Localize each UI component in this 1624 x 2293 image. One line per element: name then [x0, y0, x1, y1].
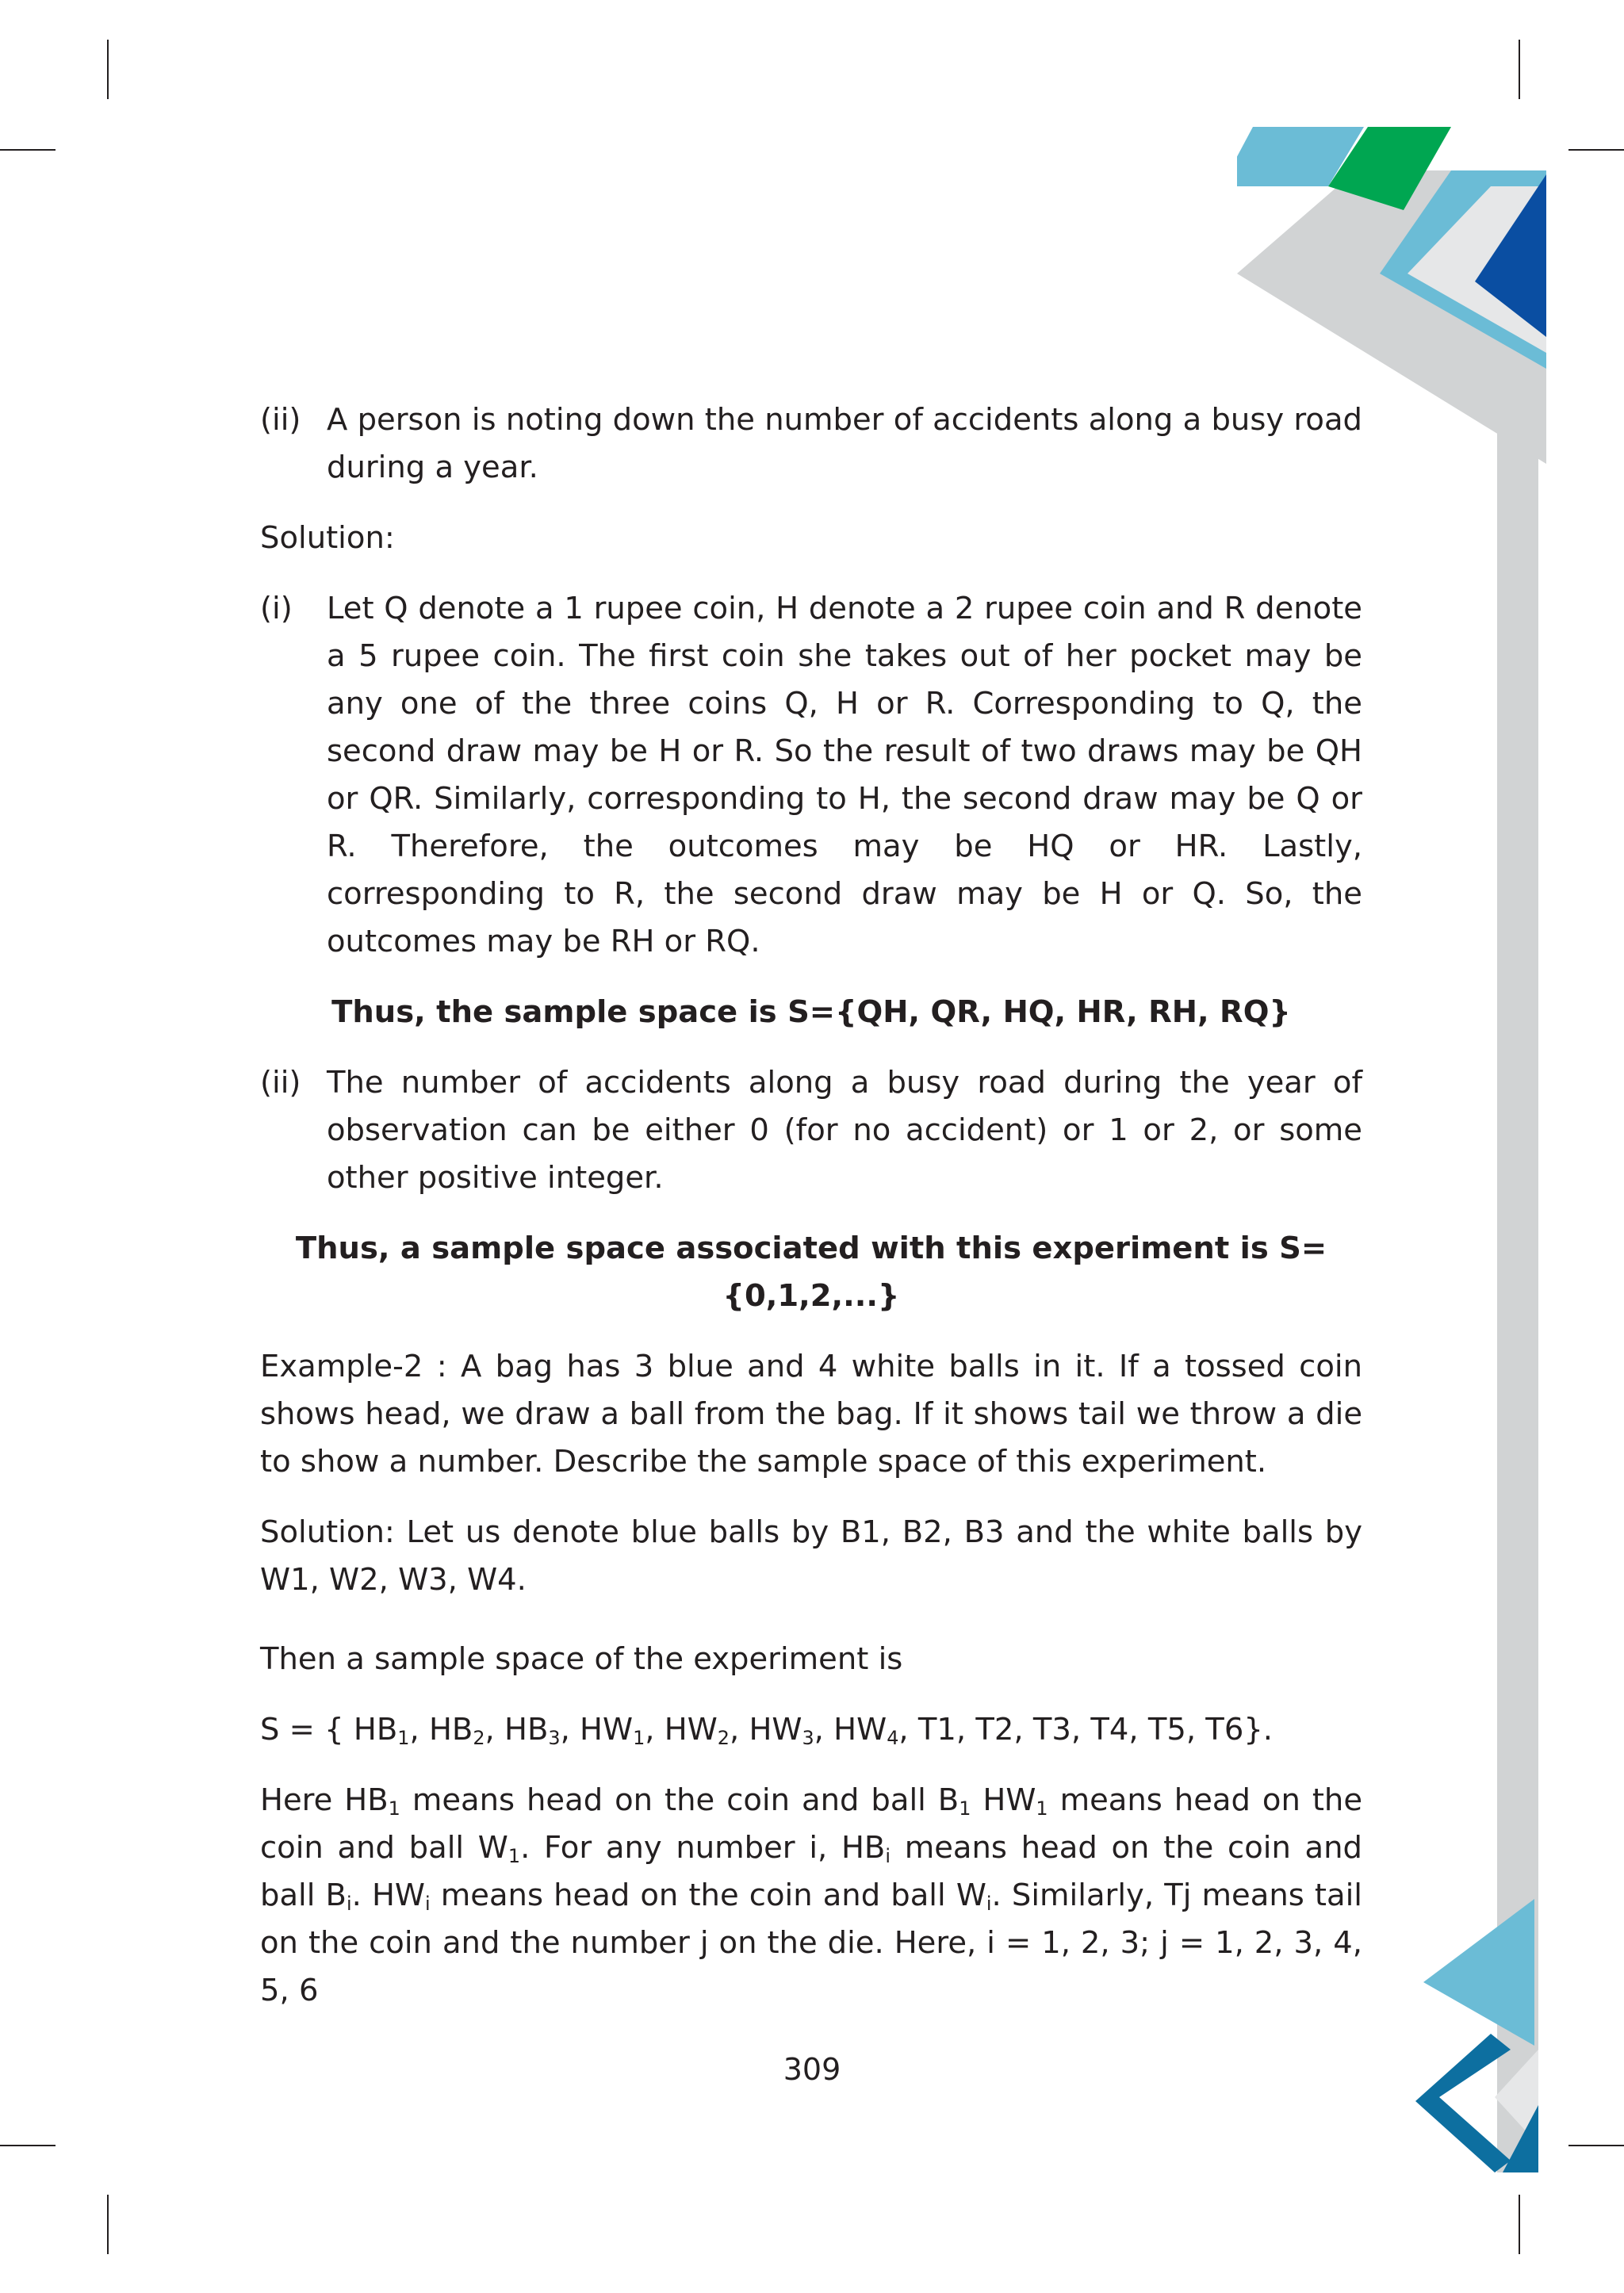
item-text: The number of accidents along a busy road during the year of observation can be either 0 (for no accident) or 1 or 2, or some other positive integer. [327, 1065, 1362, 1196]
set-element: $HW_1$ [580, 1712, 645, 1749]
solution-ii [260, 1059, 1362, 1202]
solution-i [260, 585, 1362, 966]
explanation-paragraph: Here $HB_1$ means head on the coin and ball $B_1$ $HW_1$ means head on the coin and ball $W_1$. For any number i, $HB_i$ means head on the coin and ball $B_i$. $HW_i$ means head on the coin and ball $W_i$. Similarly, Tj means tail on the coin and the number j on the die. Here, i = 1, 2, 3; j = 1, 2, 3, 4, 5, 6 [260, 1782, 1363, 2008]
item-number: (i) [260, 591, 293, 626]
set-tail: T1, T2, T3, T4, T5, T6}. [917, 1712, 1274, 1748]
crop-mark [1568, 2145, 1624, 2146]
set-prefix: S = { [260, 1712, 354, 1748]
item-text: Let Q denote a 1 rupee coin, H denote a 2 rupee coin and R denote a 5 rupee coin. The first coin she takes out of her pocket may be any one of the three coins Q, H or R. Corresponding to Q, the second draw may be H or R. So the result of two draws may be QH or QR. Similarly, corresponding to H, the second draw may be Q or R. Therefore, the outcomes may be HQ or HR. Lastly, corresponding to R, the second draw may be H or Q. So, the outcomes may be RH or RQ. [327, 591, 1362, 959]
sample-space-result-i: Thus, the sample space is S={QH, QR, HQ, HR, RH, RQ} [331, 994, 1291, 1030]
item-text: A person is noting down the number of accidents along a busy road during a year. [327, 402, 1362, 485]
then-text: Then a sample space of the experiment is [260, 1641, 903, 1677]
set-element: $HB_2$ [428, 1712, 485, 1749]
item-number: (ii) [260, 1065, 301, 1101]
bottom-right-decoration [1415, 1899, 1538, 2172]
item-number: (ii) [260, 402, 301, 438]
crop-mark [107, 2195, 109, 2254]
sample-space-set: S = { $HB_1$, $HB_2$, $HB_3$, $HW_1$, $HW_2$, $HW_3$, $HW_4$, T1, T2, T3, T4, T5, T6}. [260, 1712, 1274, 1749]
set-element: $HW_4$ [833, 1712, 899, 1749]
set-element: $HB_3$ [504, 1712, 561, 1749]
light-blue-diamond [1423, 1899, 1534, 2046]
crop-mark [0, 149, 56, 151]
page-content [260, 396, 1362, 2038]
page-number: 309 [783, 2052, 841, 2087]
sample-space-result-ii: Thus, a sample space associated with this experiment is S= {0,1,2,...} [295, 1231, 1327, 1314]
solution-heading: Solution: [260, 520, 395, 556]
example-2: Example-2 : A bag has 3 blue and 4 white balls in it. If a tossed coin shows head, we draw a ball from the bag. If it shows tail we throw a die to show a number. Describe the sample space of this experiment. [260, 1349, 1362, 1480]
crop-mark [1519, 2195, 1520, 2254]
crop-mark [1519, 40, 1520, 99]
crop-mark [0, 2145, 56, 2146]
set-element: $HW_3$ [749, 1712, 814, 1749]
set-element: $HB_1$ [353, 1712, 410, 1749]
set-element: $HW_2$ [664, 1712, 730, 1749]
crop-mark [1568, 149, 1624, 151]
crop-mark [107, 40, 109, 99]
solution-2: Solution: Let us denote blue balls by B1, B2, B3 and the white balls by W1, W2, W3, W4. [260, 1514, 1362, 1598]
question-ii [260, 396, 1362, 492]
